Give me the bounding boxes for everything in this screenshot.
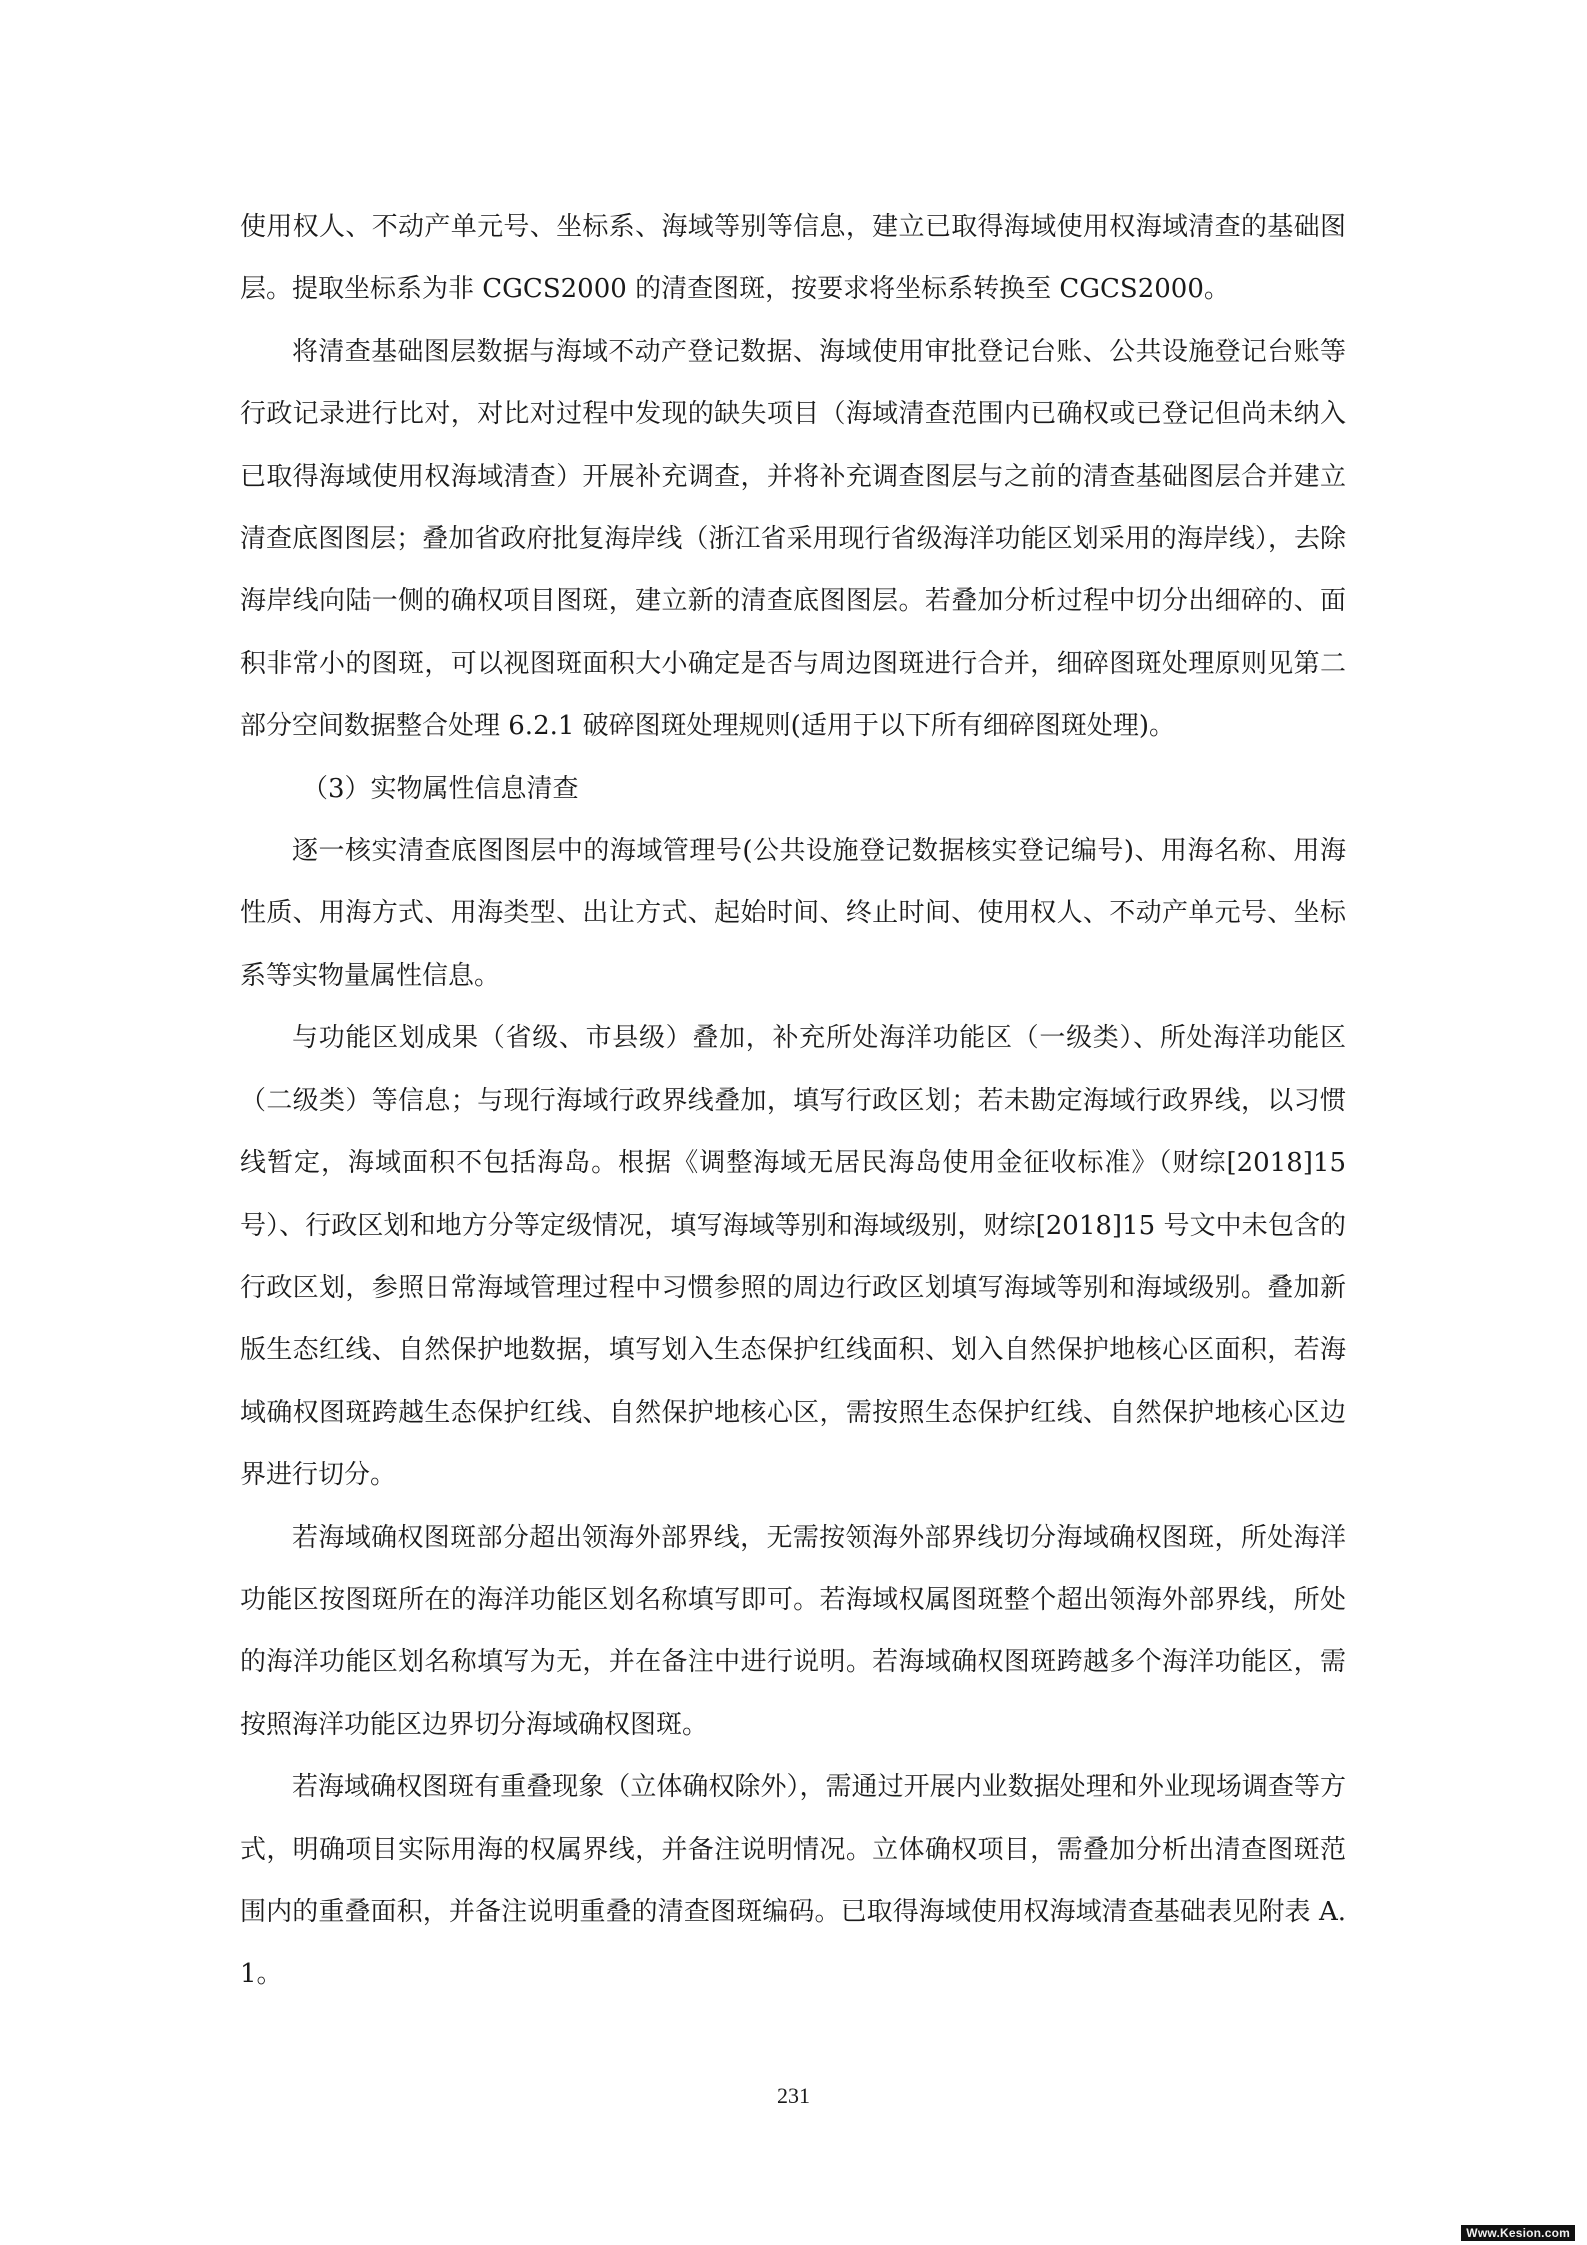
paragraph-base-layer-continued: 使用权人、不动产单元号、坐标系、海域等别等信息，建立已取得海域使用权海域清查的基础图层。提取坐标系为非 CGCS2000 的清查图斑，按要求将坐标系转换至 CGCS2000。	[240, 212, 1346, 305]
paragraph-overlap-handling: 若海域确权图斑有重叠现象（立体确权除外），需通过开展内业数据处理和外业现场调查等方式，明确项目实际用海的权属界线，并备注说明情况。立体确权项目，需叠加分析出清查图斑范围内的重叠面积，并备注说明重叠的清查图斑编码。已取得海域使用权海域清查基础表见附表 A.1。	[240, 1772, 1346, 1990]
site-watermark: Www.Kesion.com	[1461, 2225, 1575, 2241]
page-number: 231	[777, 2083, 810, 2108]
paragraph-zoning-overlay: 与功能区划成果（省级、市县级）叠加，补充所处海洋功能区（一级类）、所处海洋功能区（二级类）等信息；与现行海域行政界线叠加，填写行政区划；若未勘定海域行政界线，以习惯线暂定，海域面积不包括海岛。根据《调整海域无居民海岛使用金征收标准》（财综[2018]15 号）、行政区划和地方分等定级情况，填写海域等别和海域级别，财综[2018]15 号文中未包含的行政区划，参照日常海域管理过程中习惯参照的周边行政区划填写海域等别和海域级别。叠加新版生态红线、自然保护地数据，填写划入生态保护红线面积、划入自然保护地核心区面积，若海域确权图斑跨越生态保护红线、自然保护地核心区，需按照生态保护红线、自然保护地核心区边界进行切分。	[240, 1023, 1346, 1491]
paragraph-comparison-supplementary-survey: 将清查基础图层数据与海域不动产登记数据、海域使用审批登记台账、公共设施登记台账等行政记录进行比对，对比对过程中发现的缺失项目（海域清查范围内已确权或已登记但尚未纳入已取得海域使用权海域清查）开展补充调查，并将补充调查图层与之前的清查基础图层合并建立清查底图图层；叠加省政府批复海岸线（浙江省采用现行省级海洋功能区划采用的海岸线），去除海岸线向陆一侧的确权项目图斑，建立新的清查底图图层。若叠加分析过程中切分出细碎的、面积非常小的图斑，可以视图斑面积大小确定是否与周边图斑进行合并，细碎图斑处理原则见第二部分空间数据整合处理 6.2.1 破碎图斑处理规则(适用于以下所有细碎图斑处理)。	[240, 336, 1346, 742]
paragraph-territorial-sea-boundary: 若海域确权图斑部分超出领海外部界线，无需按领海外部界线切分海域确权图斑，所处海洋功能区按图斑所在的海洋功能区划名称填写即可。若海域权属图斑整个超出领海外部界线，所处的海洋功能区划名称填写为无，并在备注中进行说明。若海域确权图斑跨越多个海洋功能区，需按照海洋功能区边界切分海域确权图斑。	[240, 1522, 1346, 1740]
body-text	[240, 196, 1346, 2006]
section-heading-attribute-check: （3）实物属性信息清查	[302, 773, 579, 804]
paragraph-attribute-verification: 逐一核实清查底图图层中的海域管理号(公共设施登记数据核实登记编号)、用海名称、用海性质、用海方式、用海类型、出让方式、起始时间、终止时间、使用权人、不动产单元号、坐标系等实物量属性信息。	[240, 836, 1346, 991]
